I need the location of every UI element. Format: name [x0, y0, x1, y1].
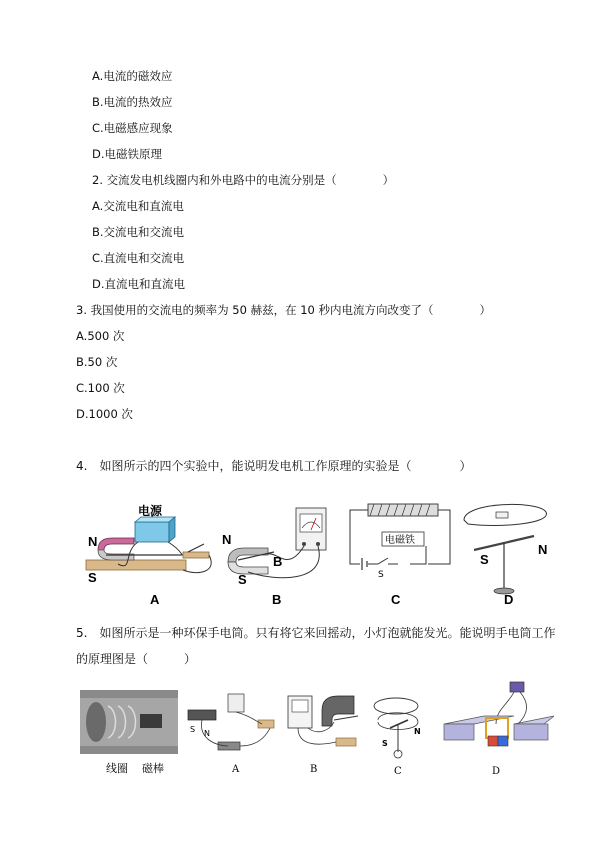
- q4-c-switch-s: S: [378, 570, 384, 580]
- q2-option-b: B.交流电和交流电: [92, 225, 185, 239]
- q4-panel-b: [222, 508, 326, 607]
- q5-label-c: C: [394, 766, 402, 777]
- q5-a-s: S: [190, 725, 196, 734]
- q1-option-c: C.电磁感应现象: [92, 121, 173, 135]
- q4-label-b: B: [272, 592, 282, 607]
- q5-panel-a: [188, 694, 274, 775]
- q4-power-label: 电源: [138, 504, 163, 518]
- q3-option-b: B.50 次: [76, 355, 118, 369]
- q5-magnet-rod-label: 磁棒: [142, 762, 164, 775]
- q4-stem: 4. 如图所示的四个实验中，能说明发电机工作原理的实验是（ ）: [76, 459, 472, 473]
- q5-stem-line-1: 5. 如图所示是一种环保手电筒。只有将它来回摇动，小灯泡就能发光。能说明手电筒工作: [76, 626, 556, 640]
- q1-option-a: A.电流的磁效应: [92, 69, 173, 83]
- q5-coil-label: 线圈: [106, 762, 128, 775]
- q5-c-s: S: [382, 739, 388, 748]
- q3-option-a: A.500 次: [76, 329, 125, 343]
- q5-label-a: A: [232, 764, 240, 775]
- q5-panel-c: [374, 698, 421, 777]
- q5-figure: [78, 680, 554, 780]
- q5-c-n: N: [414, 727, 421, 736]
- q4-b-magnet-n: N: [222, 532, 232, 547]
- q4-panel-a: [86, 503, 211, 607]
- q4-label-c: C: [391, 592, 401, 607]
- q4-a-magnet-n: N: [88, 534, 98, 549]
- q4-d-needle-n: N: [538, 542, 548, 557]
- q4-b-magnet-s: S: [238, 572, 247, 587]
- q2-option-d: D.直流电和直流电: [92, 277, 186, 291]
- q1-option-d: D.电磁铁原理: [92, 147, 163, 161]
- q5-panel-d: [444, 682, 554, 777]
- q1-option-b: B.电流的热效应: [92, 95, 173, 109]
- q4-b-magnet-b: B: [273, 554, 283, 569]
- q4-a-magnet-s: S: [88, 570, 97, 585]
- q5-a-n: N: [204, 729, 210, 738]
- q4-label-a: A: [150, 592, 160, 607]
- q4-figure: [78, 492, 554, 610]
- q3-stem: 3. 我国使用的交流电的频率为 50 赫兹，在 10 秒内电流方向改变了（ ）: [76, 303, 492, 317]
- q2-stem: 2. 交流发电机线圈内和外电路中的电流分别是（ ）: [92, 173, 395, 187]
- q2-option-c: C.直流电和交流电: [92, 251, 185, 265]
- q4-label-d: D: [504, 592, 514, 607]
- q4-panel-d: [464, 504, 547, 607]
- q4-electromagnet-label: 电磁铁: [385, 535, 415, 546]
- q2-option-a: A.交流电和直流电: [92, 199, 184, 213]
- q4-d-needle-s: S: [480, 552, 489, 567]
- q3-option-c: C.100 次: [76, 381, 125, 395]
- q5-panel-b: [288, 696, 358, 775]
- q3-option-d: D.1000 次: [76, 407, 133, 421]
- q5-label-d: D: [492, 766, 501, 777]
- q5-label-b: B: [310, 764, 318, 775]
- q5-flashlight-photo: [80, 690, 178, 775]
- q4-panel-c: [350, 504, 450, 607]
- q5-stem-line-2: 的原理图是（ ）: [76, 652, 197, 666]
